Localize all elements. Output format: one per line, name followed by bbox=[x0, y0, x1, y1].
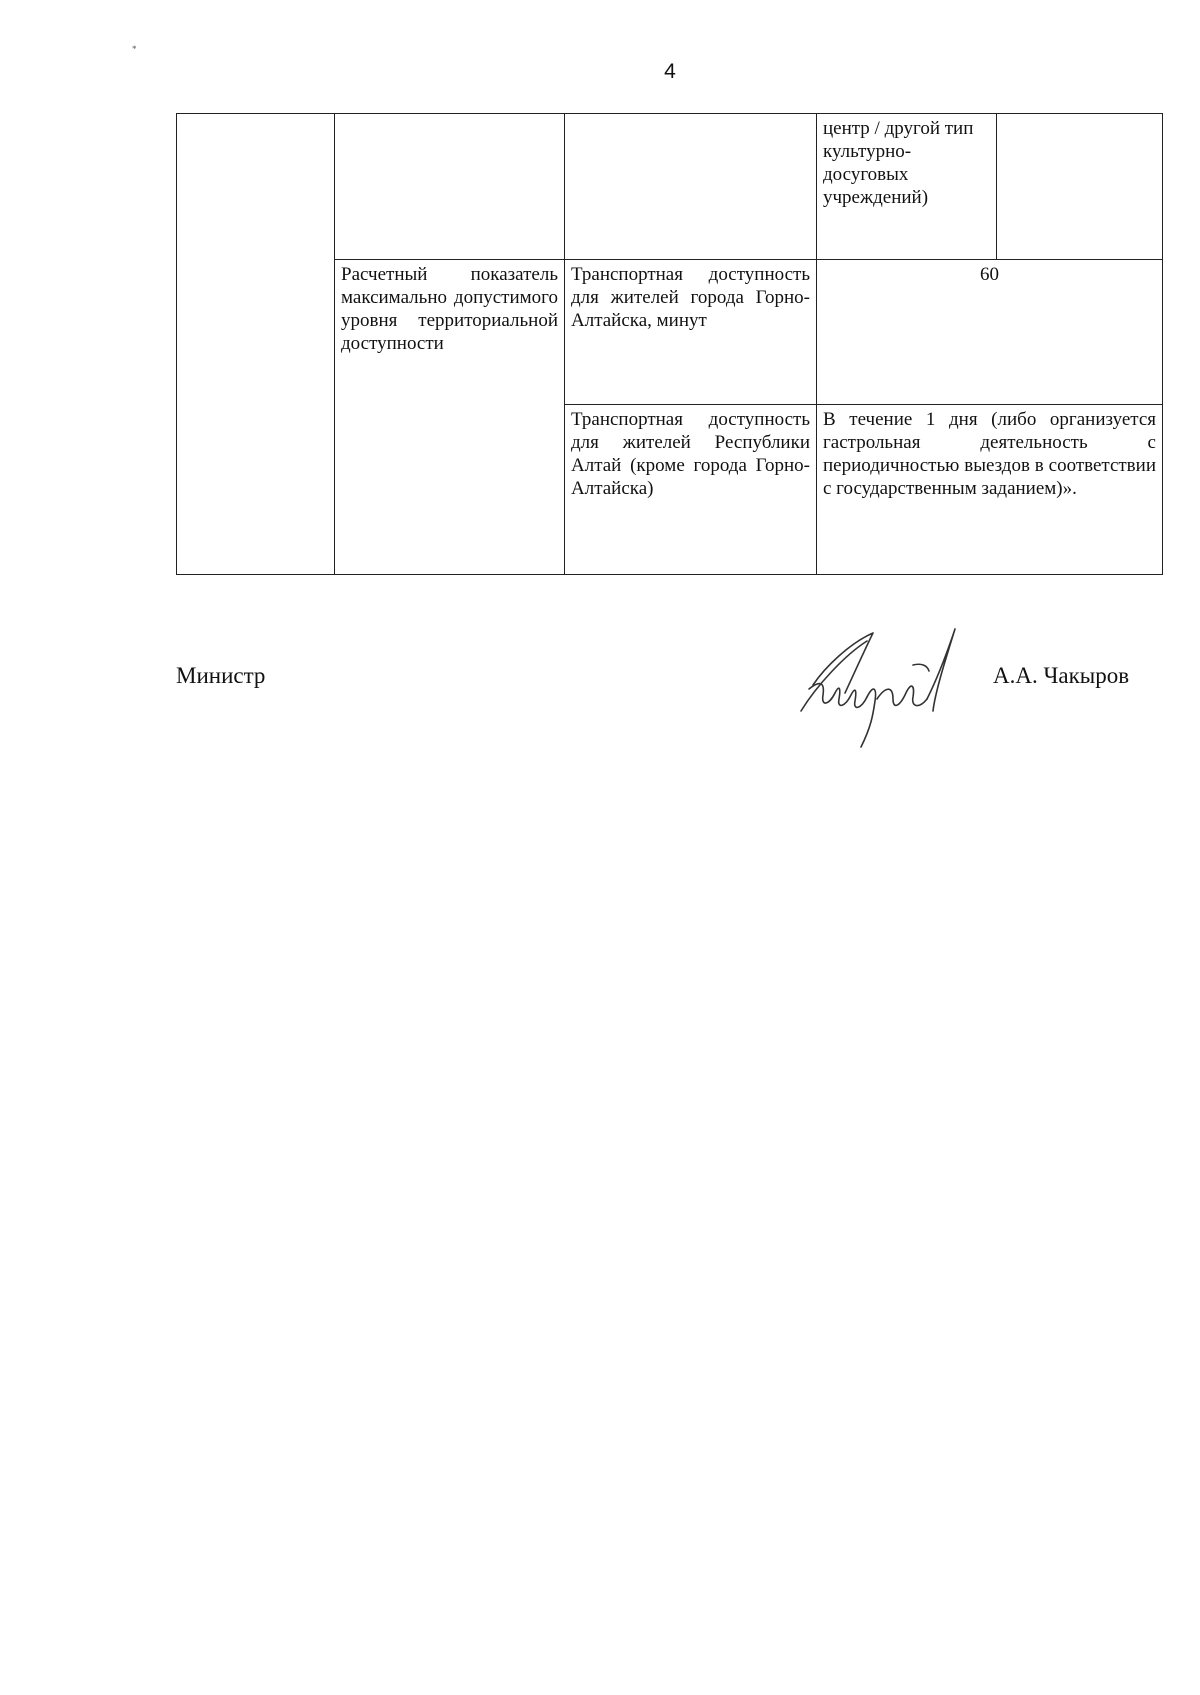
table-cell-facility-type: центр / другой тип культурно-досуговых учреждений) bbox=[817, 114, 997, 260]
table-cell-empty bbox=[565, 114, 817, 260]
handwritten-signature bbox=[795, 615, 985, 755]
table-cell-indicator: Расчетный показатель максимально допустимого уровня территориальной доступности bbox=[335, 260, 565, 575]
table-cell-empty bbox=[997, 114, 1163, 260]
signature-block bbox=[0, 605, 1200, 765]
table-cell-criterion: Транспортная доступность для жителей города Горно-Алтайска, минут bbox=[565, 260, 817, 405]
signatory-role: Министр bbox=[176, 663, 266, 688]
table-cell-empty bbox=[177, 114, 335, 575]
scan-speck: * bbox=[132, 44, 137, 54]
table-cell-criterion: Транспортная доступность для жителей Республики Алтай (кроме города Горно-Алтайска) bbox=[565, 405, 817, 575]
table-row bbox=[177, 114, 1163, 260]
table-cell-value: 60 bbox=[817, 260, 1163, 405]
standards-table bbox=[176, 113, 1163, 575]
table-cell-empty bbox=[335, 114, 565, 260]
page-number: 4 bbox=[664, 60, 676, 83]
signatory-name: А.А. Чакыров bbox=[993, 663, 1130, 688]
table-cell-value: В течение 1 дня (либо организуется гастрольная деятельность с периодичностью выездов в соответствии с государственным заданием)». bbox=[817, 405, 1163, 575]
